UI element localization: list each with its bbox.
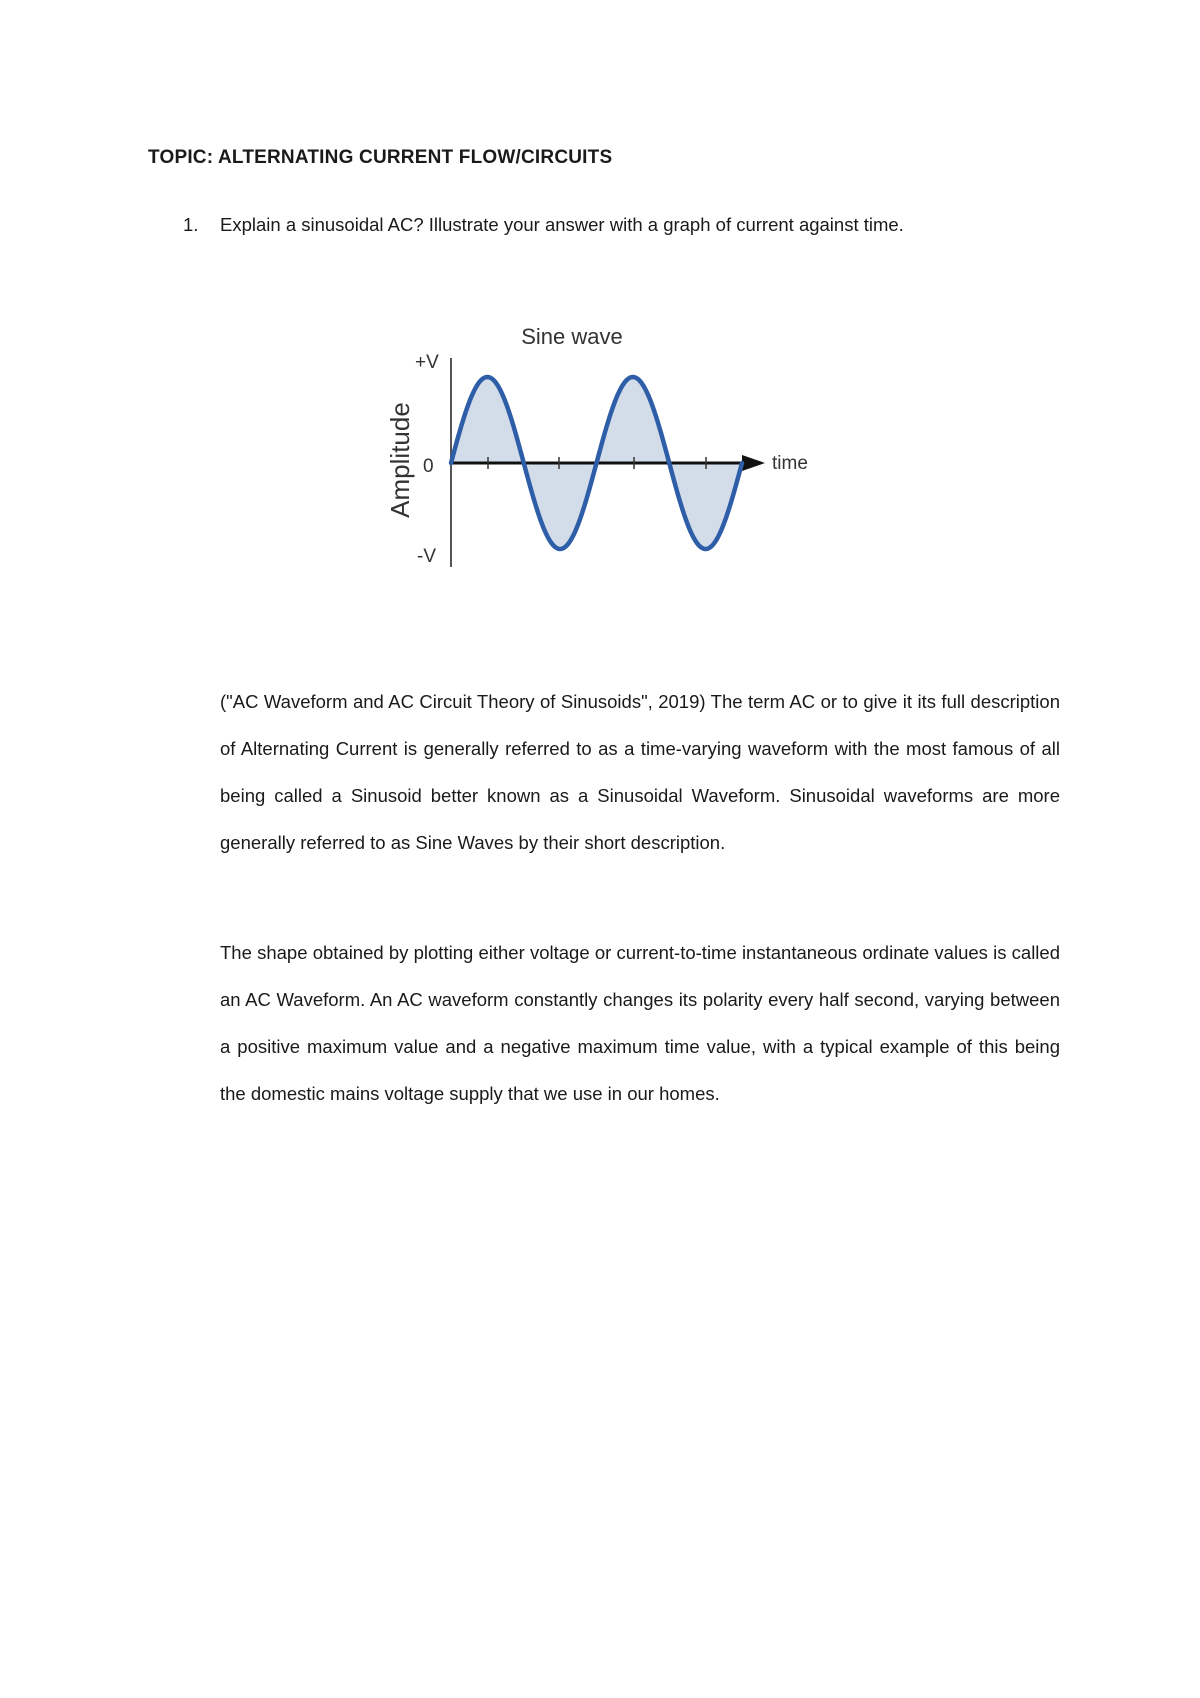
sine-wave-figure [380, 322, 830, 572]
paragraph-1: ("AC Waveform and AC Circuit Theory of Sinusoids", 2019) The term AC or to give it its full description of Alternating Current is generally referred to as a time-varying waveform with the most famous of all being called a Sinusoid better known as a Sinusoidal Waveform. Sinusoidal waveforms are more generally referred to as Sine Waves by their short description. [220, 691, 1060, 853]
paragraph-2: The shape obtained by plotting either voltage or current-to-time instantaneous ordinate values is called an AC Waveform. An AC waveform constantly changes its polarity every half second, varying between a positive maximum value and a negative maximum time value, with a typical example of this being the domestic mains voltage supply that we use in our homes. [220, 942, 1060, 1104]
y-tick-label-negative: -V [417, 546, 436, 567]
x-axis-arrow-icon [742, 455, 765, 471]
y-axis-label: Amplitude [385, 402, 415, 518]
figure-title: Sine wave [521, 324, 623, 349]
y-tick-label-zero: 0 [423, 456, 434, 477]
topic-heading: TOPIC: ALTERNATING CURRENT FLOW/CIRCUITS [148, 147, 613, 168]
y-tick-label-positive: +V [415, 352, 439, 373]
x-axis-label: time [772, 453, 808, 474]
sine-wave-graph [380, 322, 830, 572]
question-text: Explain a sinusoidal AC? Illustrate your answer with a graph of current against time. [220, 214, 904, 235]
question-number: 1. [183, 214, 199, 235]
